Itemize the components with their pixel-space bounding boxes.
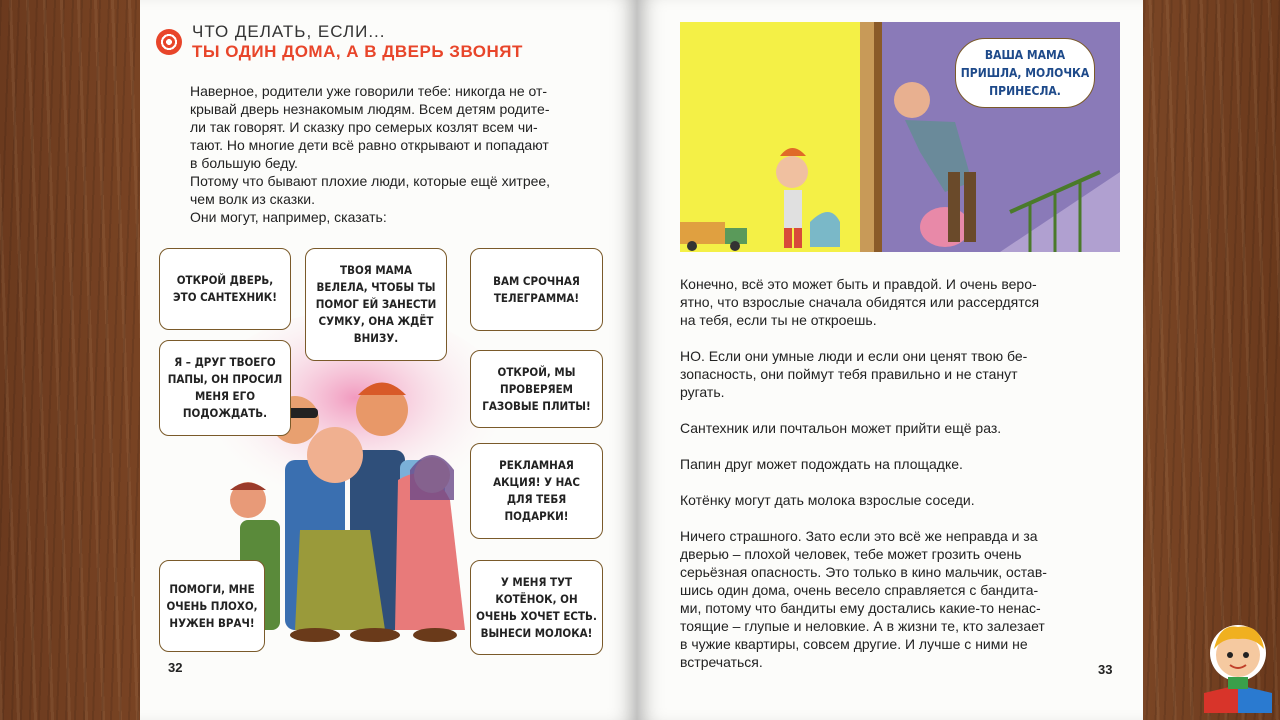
bubble-friend	[159, 340, 291, 436]
bubble-line: МЕНЯ ЕГО	[194, 389, 256, 403]
text-line: зопасность, они поймут тебя правильно и не станут	[680, 366, 1018, 382]
text-line: Ничего страшного. Зато если это всё же неправда и за	[680, 528, 1038, 544]
text-line: тоящие – глупые и неловкие. А в жизни те, кто залезает	[680, 618, 1045, 634]
paragraph	[680, 275, 1120, 329]
text-line: НО. Если они умные люди и если они ценят твою бе-	[680, 348, 1028, 364]
intro-line: Они могут, например, сказать:	[190, 209, 387, 225]
intro-line: чем волк из сказки.	[190, 191, 315, 207]
section-heading: ЧТО ДЕЛАТЬ, ЕСЛИ...	[192, 22, 386, 41]
bubble-telegram	[470, 248, 603, 331]
body-text	[680, 275, 1120, 671]
bubble-line: ДЛЯ ТЕБЯ	[506, 492, 567, 506]
bubble-line: СУМКУ, ОНА ЖДЁТ	[318, 314, 434, 328]
bubble-line: ВЫНЕСИ МОЛОКА!	[480, 625, 593, 640]
bubble-line: ОЧЕНЬ ХОЧЕТ ЕСТЬ.	[476, 608, 597, 623]
bubble-gas	[470, 350, 603, 428]
text-line: ругать.	[680, 384, 725, 400]
bubble-line: ОТКРОЙ ДВЕРЬ,	[176, 273, 274, 287]
bubble-line: ВАША МАМА	[984, 48, 1066, 62]
text-line: серьёзная опасность. Это только в кино мальчик, остав-	[680, 564, 1047, 580]
text-line: дверью – плохой человек, тебе может грозить очень	[680, 546, 1022, 562]
paragraph	[680, 527, 1120, 671]
bubble-milk	[955, 38, 1095, 108]
paragraph	[680, 419, 1120, 437]
bubble-line: ПАПЫ, ОН ПРОСИЛ	[167, 372, 283, 386]
bubble-line: ОТКРОЙ, МЫ	[497, 364, 576, 379]
page-title: ТЫ ОДИН ДОМА, А В ДВЕРЬ ЗВОНЯТ	[192, 42, 523, 61]
text-line: в чужие квартиры, совсем другие. И лучше с ними не	[680, 636, 1028, 652]
bubble-promo	[470, 443, 603, 539]
bubble-line: ВНИЗУ.	[353, 331, 399, 345]
text-line: ятно, что взрослые сначала обидятся или рассердятся	[680, 294, 1040, 310]
bubble-line: ПРИШЛА, МОЛОЧКА	[960, 66, 1090, 80]
bubble-line: НУЖЕН ВРАЧ!	[169, 615, 255, 630]
paragraph	[680, 491, 1120, 509]
intro-line: тают. Но многие дети всё равно открывают и попадают	[190, 137, 549, 153]
page-number-right: 33	[1098, 662, 1113, 677]
text-line: Котёнку могут дать молока взрослые соседи.	[680, 492, 975, 508]
bubble-line: ЭТО САНТЕХНИК!	[173, 290, 277, 304]
bubble-line: У МЕНЯ ТУТ	[500, 574, 573, 589]
text-line: Сантехник или почтальон может прийти ещё раз.	[680, 420, 1002, 436]
intro-line: в большую беду.	[190, 155, 298, 171]
paragraph	[680, 347, 1120, 401]
text-line: встречаться.	[680, 654, 763, 670]
bubble-line: РЕКЛАМНАЯ	[499, 458, 574, 472]
text-line: ми, потому что бандиты ему достались какие-то ненас-	[680, 600, 1041, 616]
bubble-line: ПРИНЕСЛА.	[989, 84, 1061, 98]
bubble-doctor	[159, 560, 265, 652]
bubble-line: ГАЗОВЫЕ ПЛИТЫ!	[482, 398, 591, 413]
text-line: шись один дома, очень весело справляется с бандита-	[680, 582, 1039, 598]
text-line: Конечно, всё это может быть и правдой. И очень веро-	[680, 276, 1037, 292]
intro-line: ли так говорят. И сказку про семерых козлят всем чи-	[190, 119, 538, 135]
bubble-line: КОТЁНОК, ОН	[495, 591, 578, 606]
intro-line: Потому что бывают плохие люди, которые ещё хитрее,	[190, 173, 551, 189]
text-line: на тебя, если ты не откроешь.	[680, 312, 877, 328]
bubble-line: ОЧЕНЬ ПЛОХО,	[166, 598, 258, 613]
intro-line: Наверное, родители уже говорили тебе: никогда не от-	[190, 83, 548, 99]
bubble-line: ПОДОЖДАТЬ.	[182, 406, 268, 420]
bubble-line: АКЦИЯ! У НАС	[493, 475, 580, 489]
bubble-mom	[305, 248, 447, 361]
bubble-line: ТВОЯ МАМА	[340, 263, 412, 277]
bubble-kitten	[470, 560, 603, 655]
bubble-line: ПОМОГИ, МНЕ	[169, 581, 255, 596]
bubble-line: ВАМ СРОЧНАЯ	[493, 273, 580, 288]
target-logo-icon	[156, 29, 182, 55]
intro-line: крывай дверь незнакомым людям. Всем детям родите-	[190, 101, 550, 117]
bubble-line: Я – ДРУГ ТВОЕГО	[174, 355, 276, 369]
reading-boy-logo-icon	[1198, 615, 1278, 715]
bubble-line: ПОМОГ ЕЙ ЗАНЕСТИ	[315, 297, 437, 311]
page-number-left: 32	[168, 660, 183, 675]
bubble-line: ПОДАРКИ!	[504, 509, 569, 523]
bubble-line: ПРОВЕРЯЕМ	[500, 381, 573, 396]
bubble-plumber	[159, 248, 291, 330]
bubble-line: ВЕЛЕЛА, ЧТОБЫ ТЫ	[316, 280, 436, 294]
text-line: Папин друг может подождать на площадке.	[680, 456, 963, 472]
paragraph	[680, 455, 1120, 473]
bubble-line: ТЕЛЕГРАММА!	[493, 290, 580, 305]
intro-text	[190, 82, 620, 226]
